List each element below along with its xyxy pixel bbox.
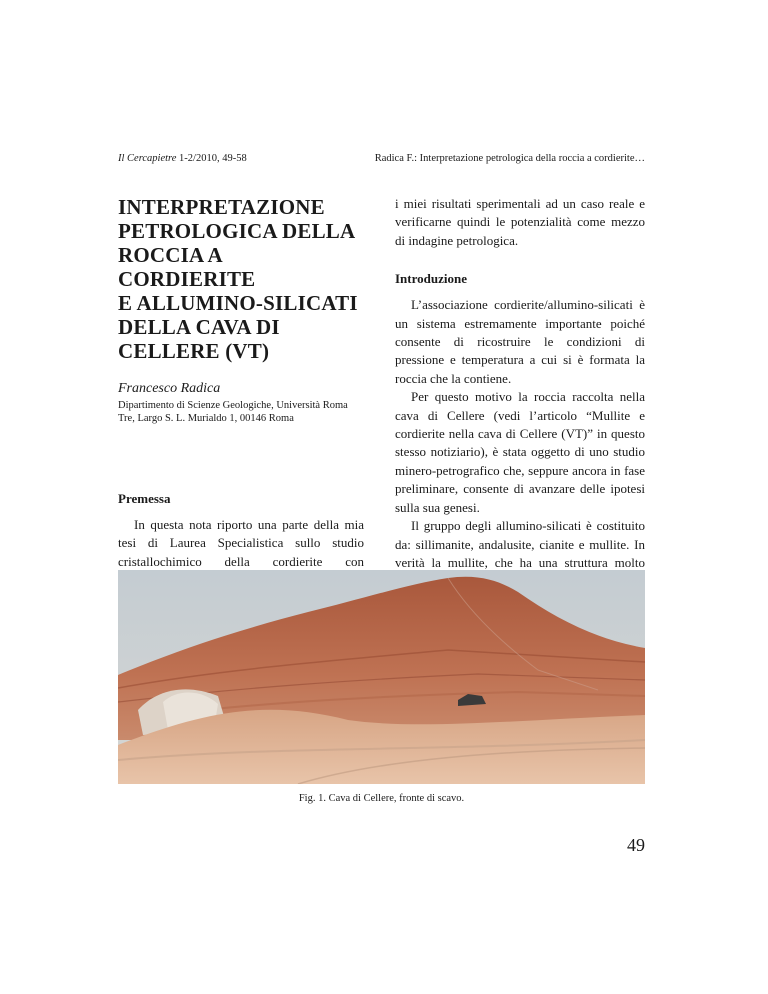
title-line: ROCCIA A CORDIERITE bbox=[118, 243, 256, 291]
title-line: E ALLUMINO-SILICATI bbox=[118, 291, 358, 315]
intro-paragraph-3: Il gruppo degli allumino-silicati è costituito da: sillimanite, andalusite, cianite e mullite. In verità la mullite, che ha una struttura molto bbox=[395, 518, 645, 570]
author-affiliation: Dipartimento di Scienze Geologiche, Università Roma Tre, Largo S. L. Murialdo 1, 00146 Roma bbox=[118, 400, 348, 424]
page-number: 49 bbox=[627, 835, 645, 855]
intro-paragraph-1: L’associazione cordierite/allumino-silicati è un sistema estremamente importante poiché consente di ricostruire le condizioni di pressione e temperatura a cui si è formata la roccia che la contiene. bbox=[395, 297, 645, 386]
premessa-paragraph: In questa nota riporto una parte della mia tesi di Laurea Specialistica sullo studio cristallochimico della cordierite con bbox=[118, 517, 364, 569]
running-head bbox=[118, 153, 645, 164]
title-line: DELLA CAVA DI bbox=[118, 315, 280, 339]
figure-quarry-photo bbox=[118, 570, 645, 784]
continuation-paragraph: i miei risultati sperimentali ad un caso reale e verificarne quindi le potenzialità come mezzo di indagine petrologica. bbox=[395, 196, 645, 248]
section-heading-premessa: Premessa bbox=[118, 491, 171, 506]
quarry-photo-illustration bbox=[118, 570, 645, 784]
running-head-left bbox=[118, 153, 247, 164]
right-column bbox=[395, 195, 645, 609]
journal-issue: 1-2/2010, 49-58 bbox=[179, 153, 247, 164]
journal-name: Il Cercapietre bbox=[118, 153, 177, 164]
article-title bbox=[118, 195, 364, 363]
section-heading-introduzione: Introduzione bbox=[395, 271, 467, 287]
intro-paragraph-2: Per questo motivo la roccia raccolta nella cava di Cellere (vedi l’articolo “Mullite e cordierite nella cava di Cellere (VT)” in questo stesso notiziario), è stata oggetto di uno studio minero-petrografico che, seppure ancora in fase preliminare, consente di avanzare delle ipotesi sulla sua genesi. bbox=[395, 389, 645, 515]
author-name: Francesco Radica bbox=[118, 381, 221, 396]
figure-caption: Fig. 1. Cava di Cellere, fronte di scavo. bbox=[298, 793, 465, 804]
title-line: CELLERE (VT) bbox=[118, 339, 270, 363]
running-head-right: Radica F.: Interpretazione petrologica della roccia a cordierite… bbox=[374, 153, 645, 164]
title-line: PETROLOGICA DELLA bbox=[118, 219, 356, 243]
title-line: INTERPRETAZIONE bbox=[118, 195, 325, 219]
